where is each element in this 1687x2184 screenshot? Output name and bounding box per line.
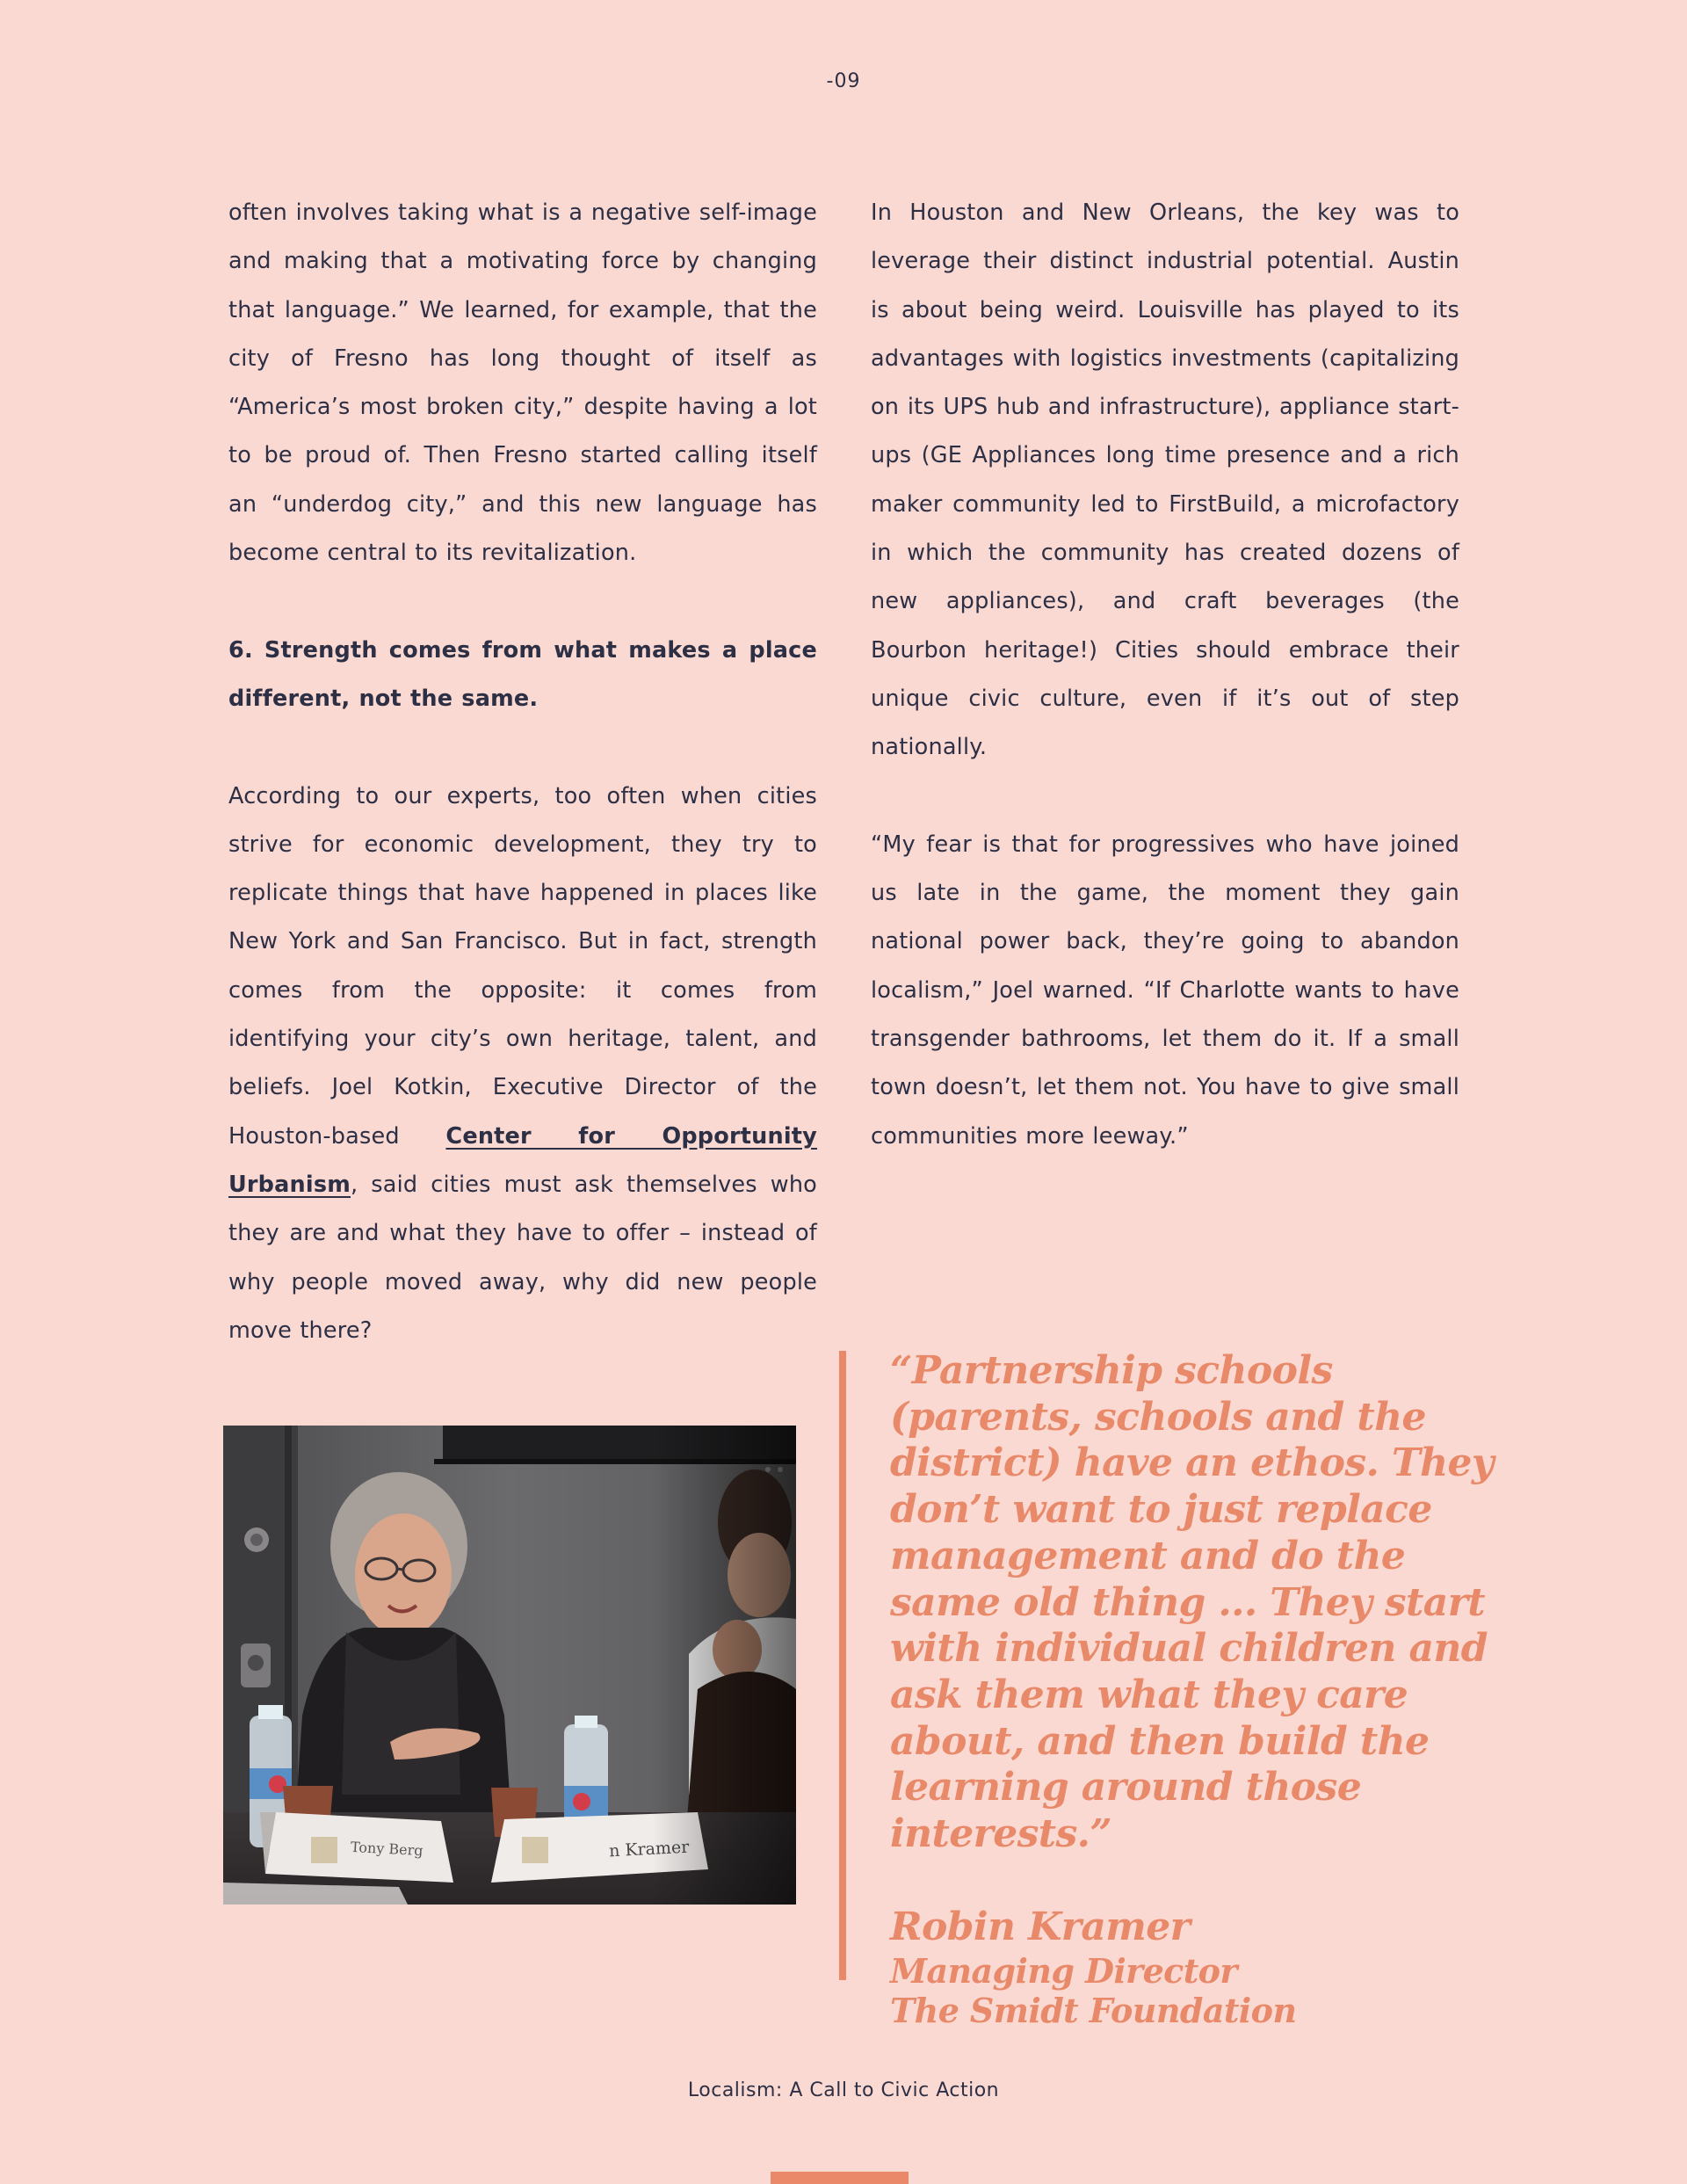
left-paragraph-2-text-after: , said cities must ask themselves who they are and what they have to offer – instead of why people moved away, why did new people move there?	[228, 1171, 817, 1344]
quote-author-role: Managing Director	[890, 1950, 1237, 1991]
right-paragraph-1: In Houston and New Orleans, the key was to leverage their distinct industrial potential. Austin is about being weird. Louisville has played to its advantages with logistics investments (capitalizing on its UPS hub and infrastructure), appliance start-ups (GE Appliances long time presence and a rich maker community led to FirstBuild, a microfactory in which the community has created dozens of new appliances), and craft beverages (the Bourbon heritage!) Cities should embrace their unique civic culture, even if it’s out of step nationally.	[871, 200, 1459, 761]
center-for-opportunity-urbanism-link[interactable]: Center for Opportunity Urbanism	[228, 1122, 817, 1198]
left-column	[228, 189, 817, 1404]
footer-title: Localism: A Call to Civic Action	[687, 2079, 1000, 2101]
meeting-photo	[223, 1426, 796, 1905]
footer-accent-bar	[771, 2172, 909, 2184]
right-column	[871, 189, 1459, 1209]
pull-quote	[890, 1348, 1523, 2030]
left-paragraph-2	[228, 773, 817, 1356]
left-paragraph-2-text-before: According to our experts, too often when cities strive for economic development, they try to replicate things that have happened in places like New York and San Francisco. But in fact, strength comes from the opposite: it comes from identifying your city’s own heritage, talent, and beliefs. Joel Kotkin, Executive Director of the Houston-based	[228, 782, 817, 1150]
pull-quote-text: “Partnership schools (parents, schools and the district) have an ethos. They don’t want to just replace management and do the same old thing ... They start with individual children and ask them what they care about, and then build the learning around those interests.”	[890, 1348, 1494, 1857]
right-paragraph-2: “My fear is that for progressives who have joined us late in the game, the moment they gain national power back, they’re going to abandon localism,” Joel warned. “If Charlotte wants to have transgender bathrooms, let them do it. If a small town doesn’t, let them not. You have to give small communities more leeway.”	[871, 831, 1459, 1150]
section-heading-text: 6. Strength comes from what makes a place different, not the same.	[228, 636, 817, 712]
quote-accent-bar	[839, 1351, 846, 1980]
quote-author: Robin Kramer	[890, 1904, 1191, 1949]
page-number: -09	[826, 70, 861, 92]
left-paragraph-1: often involves taking what is a negative self-image and making that a motivating force by changing that language.” We learned, for example, that the city of Fresno has long thought of itself as “America’s most broken city,” despite having a lot to be proud of. Then Fresno started calling itself an “underdog city,” and this new language has become central to its revitalization.	[228, 200, 817, 567]
quote-author-organization: The Smidt Foundation	[890, 1990, 1297, 2030]
section-heading	[228, 627, 817, 724]
